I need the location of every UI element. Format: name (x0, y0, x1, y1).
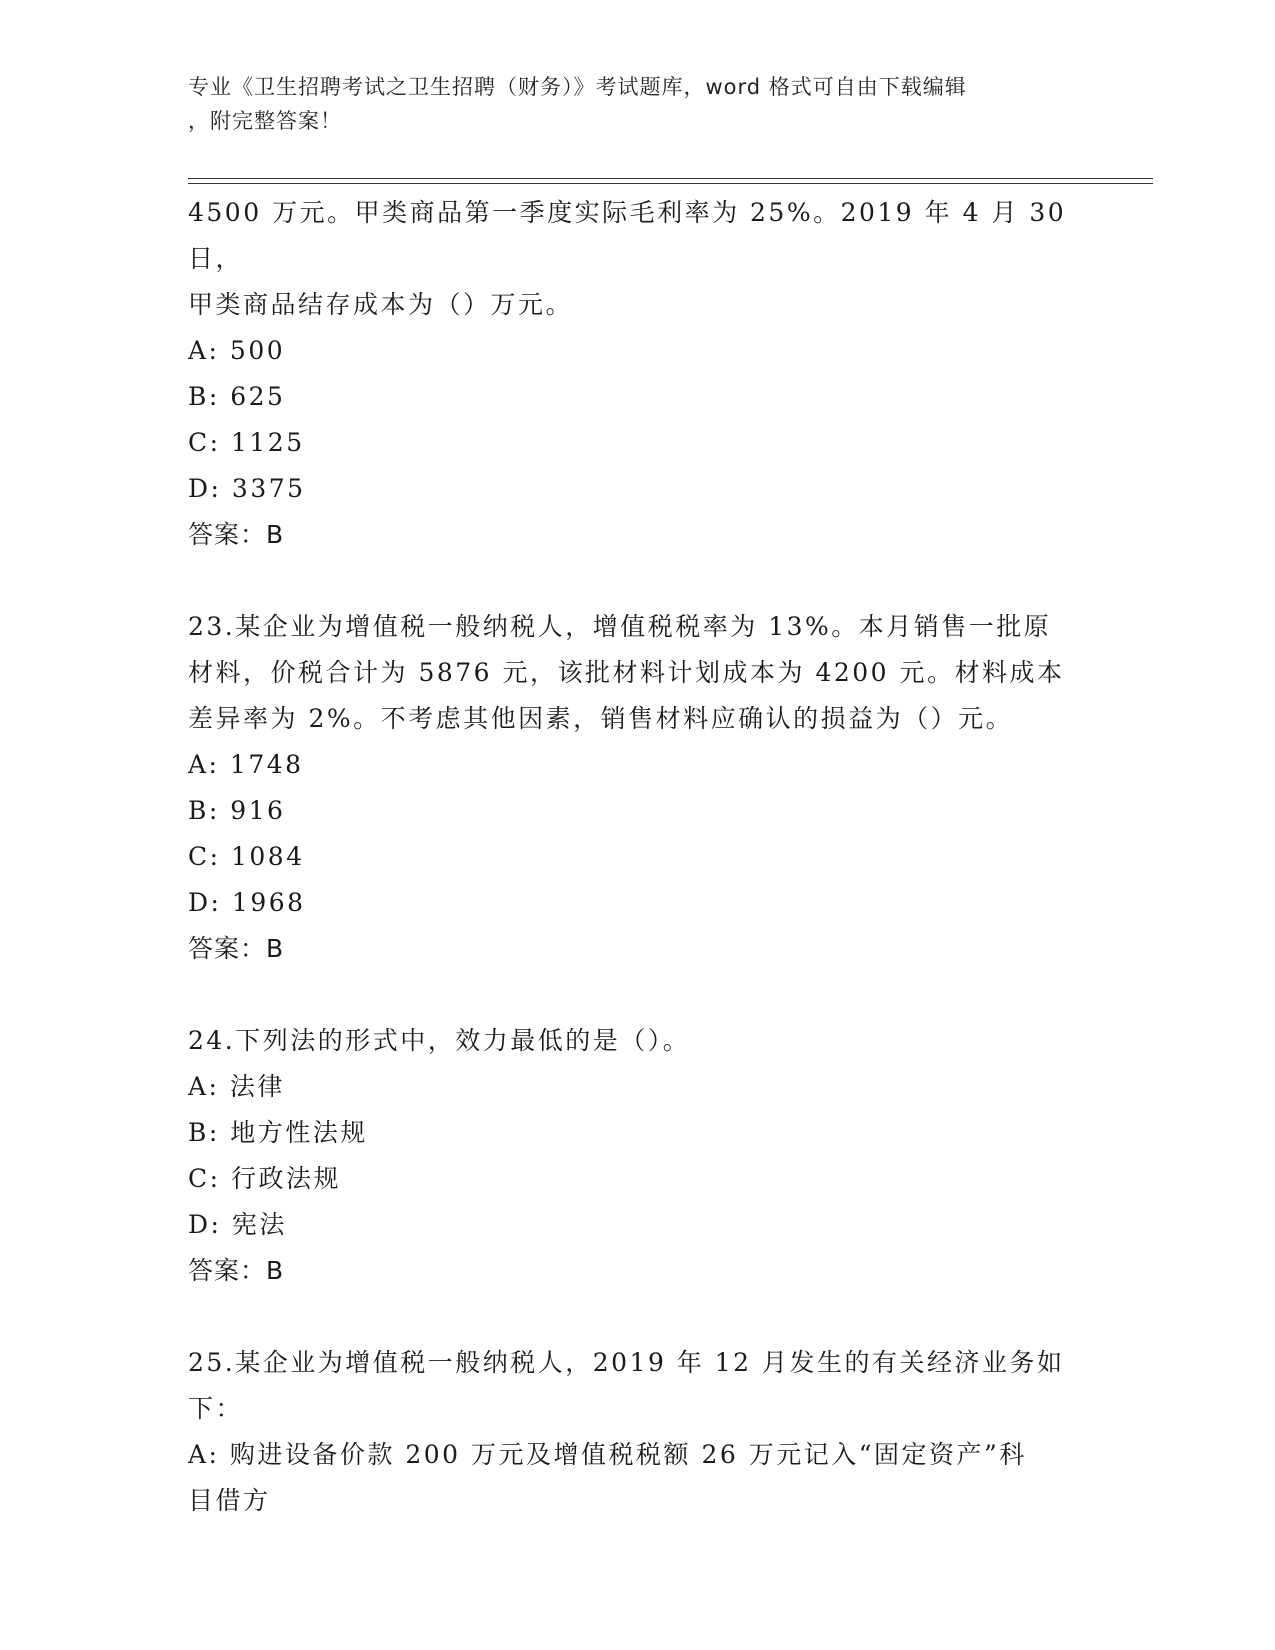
answer: 答案：B (188, 1256, 285, 1285)
option-a: A: 1748 (188, 750, 304, 779)
option-a-continued: 目借方 (188, 1486, 271, 1515)
option-c: C: 1084 (188, 842, 305, 871)
spacer (188, 558, 1088, 604)
option-a: A: 法律 (188, 1072, 285, 1101)
question-24 (188, 1018, 1088, 1294)
header-line-2: ，附完整答案！ (188, 109, 342, 133)
question-stem-line: 甲类商品结存成本为（）万元。 (188, 290, 574, 319)
question-stem-line: 材料，价税合计为 5876 元，该批材料计划成本为 4200 元。材料成本 (188, 658, 1065, 687)
header-divider-top (188, 178, 1153, 179)
answer: 答案：B (188, 934, 285, 963)
question-stem-line: 23.某企业为增值税一般纳税人，增值税税率为 13%。本月销售一批原 (188, 612, 1052, 641)
option-c: C: 1125 (188, 428, 305, 457)
question-22 (188, 190, 1088, 558)
question-stem-line: 差异率为 2%。不考虑其他因素，销售材料应确认的损益为（）元。 (188, 704, 1014, 733)
question-stem-line: 4500 万元。甲类商品第一季度实际毛利率为 25%。2019 年 4 月 30 日， (188, 198, 1067, 273)
header-line-1: 专业《卫生招聘考试之卫生招聘（财务）》考试题库，word 格式可自由下载编辑 (188, 75, 967, 99)
header-divider-bottom (188, 183, 1153, 184)
question-23 (188, 604, 1088, 972)
option-b: B: 地方性法规 (188, 1118, 368, 1147)
option-b: B: 625 (188, 382, 286, 411)
question-stem-line: 25.某企业为增值税一般纳税人，2019 年 12 月发生的有关经济业务如 (188, 1348, 1065, 1377)
option-d: D: 宪法 (188, 1210, 287, 1239)
question-25 (188, 1340, 1088, 1524)
option-b: B: 916 (188, 796, 286, 825)
question-stem-line: 下： (188, 1394, 244, 1423)
option-c: C: 行政法规 (188, 1164, 341, 1193)
answer: 答案：B (188, 520, 285, 549)
document-header (188, 70, 1088, 138)
question-content (188, 190, 1088, 1524)
question-stem-line: 24.下列法的形式中，效力最低的是（）。 (188, 1026, 691, 1055)
option-d: D: 3375 (188, 474, 306, 503)
option-a: A: 购进设备价款 200 万元及增值税税额 26 万元记入“固定资产”科 (188, 1440, 1027, 1469)
option-a: A: 500 (188, 336, 286, 365)
option-d: D: 1968 (188, 888, 306, 917)
spacer (188, 1294, 1088, 1340)
spacer (188, 972, 1088, 1018)
